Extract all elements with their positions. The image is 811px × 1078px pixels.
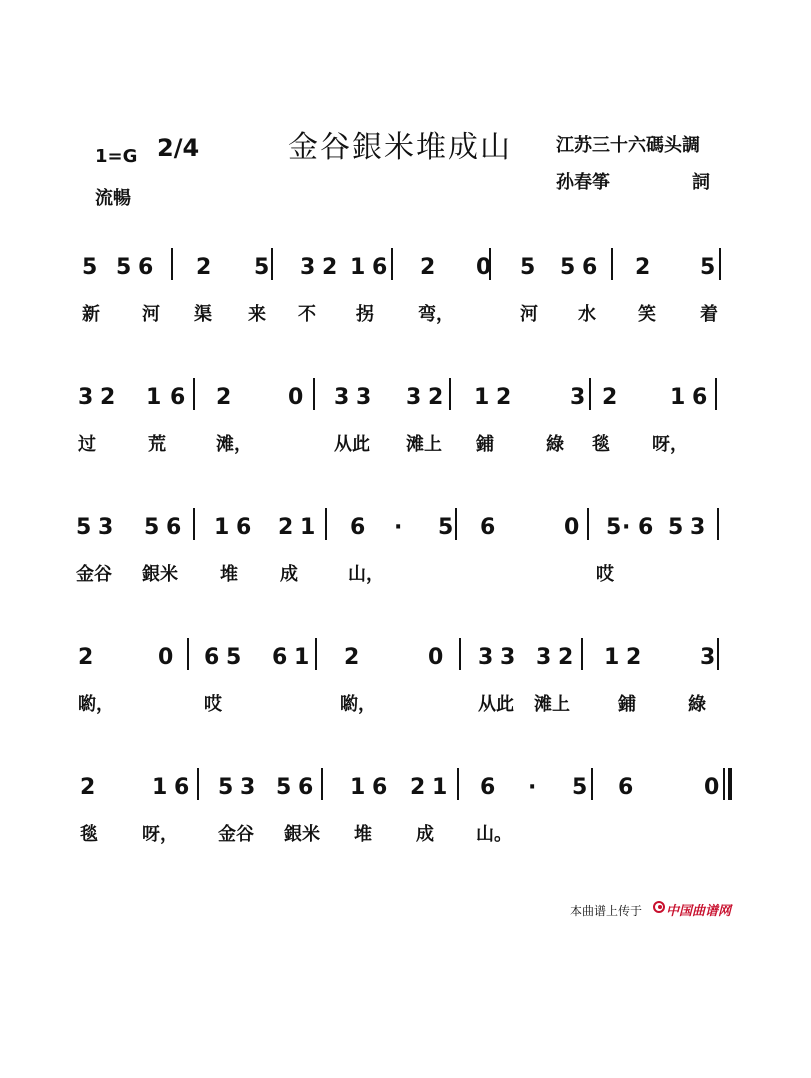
lyric: 荒 xyxy=(148,434,166,455)
lyric: 弯， xyxy=(418,304,454,325)
note: 5 xyxy=(520,255,536,280)
lyric: 渠 xyxy=(194,304,212,325)
note: 6 xyxy=(582,255,598,280)
lyric: 新 xyxy=(82,304,100,325)
note: 6 xyxy=(236,515,252,540)
tempo-marking: 流暢 xyxy=(95,188,131,209)
lyric: 过 xyxy=(78,434,96,455)
note: 0 xyxy=(704,775,720,800)
note: 5 xyxy=(668,515,684,540)
lyric: 金谷 xyxy=(76,564,112,585)
note: 0 xyxy=(564,515,580,540)
staff-system-3 xyxy=(72,500,744,630)
note: 3 xyxy=(478,645,494,670)
note: 5 xyxy=(226,645,242,670)
note: 1 xyxy=(432,775,448,800)
note: 6 xyxy=(272,645,288,670)
note: 2 xyxy=(420,255,436,280)
note: 5 xyxy=(82,255,98,280)
lyric: 金谷 xyxy=(218,824,254,845)
lyric: 綠 xyxy=(688,694,706,715)
note: 5 xyxy=(144,515,160,540)
note: 3 xyxy=(570,385,586,410)
note: 1 xyxy=(670,385,686,410)
lyric: 山。 xyxy=(476,824,512,845)
note: 6 xyxy=(298,775,314,800)
note: 3 xyxy=(356,385,372,410)
note: 5 xyxy=(276,775,292,800)
lyric: 毯 xyxy=(592,434,610,455)
lyric: 銀米 xyxy=(142,564,178,585)
note: · xyxy=(528,775,537,800)
note: 2 xyxy=(278,515,294,540)
note: 6 xyxy=(166,515,182,540)
lyric: 拐 xyxy=(356,304,374,325)
lyric: 来 xyxy=(248,304,266,325)
note: 5 xyxy=(560,255,576,280)
note: 6 xyxy=(480,515,496,540)
note: 2 xyxy=(80,775,96,800)
upload-note: 本曲谱上传于 xyxy=(570,904,643,918)
note: 5 xyxy=(438,515,454,540)
note: 2 xyxy=(100,385,116,410)
note: 3 xyxy=(690,515,706,540)
lyric: 从此 xyxy=(334,434,370,455)
note: 6 xyxy=(618,775,634,800)
note: 2 xyxy=(428,385,444,410)
note: 3 xyxy=(536,645,552,670)
note: 3 xyxy=(98,515,114,540)
note: 6 xyxy=(350,515,366,540)
note: 6 xyxy=(138,255,154,280)
staff-system-2 xyxy=(72,370,744,500)
lyric: 河 xyxy=(520,304,538,325)
note: 0 xyxy=(158,645,174,670)
lyric: 成 xyxy=(416,824,434,845)
lyric: 从此 xyxy=(478,694,514,715)
staff-system-5 xyxy=(72,760,744,890)
page-title: 金谷銀米堆成山 xyxy=(288,130,512,165)
lyric: 滩上 xyxy=(406,434,442,455)
note: 2 xyxy=(410,775,426,800)
note: 6 xyxy=(692,385,708,410)
lyric: 河 xyxy=(142,304,160,325)
lyric: 水 xyxy=(578,304,596,325)
note: 1 xyxy=(294,645,310,670)
lyric: 綠 xyxy=(546,434,564,455)
note: 1 xyxy=(350,775,366,800)
note: 6 xyxy=(372,775,388,800)
note: 3 xyxy=(700,645,716,670)
lyric: 喲， xyxy=(78,694,114,715)
note: 1 xyxy=(350,255,366,280)
note: 1 xyxy=(604,645,620,670)
note: 5 xyxy=(254,255,270,280)
note: 1 xyxy=(300,515,316,540)
key-signature: 1=G xyxy=(95,146,138,167)
staff-system-1 xyxy=(72,240,744,370)
lyric: 哎 xyxy=(596,564,614,585)
note: 6 xyxy=(480,775,496,800)
note: 2 xyxy=(602,385,618,410)
note: 5 xyxy=(218,775,234,800)
note: 3 xyxy=(334,385,350,410)
lyricist-label: 詞 xyxy=(692,172,710,193)
note: 5 xyxy=(572,775,588,800)
note: 1 xyxy=(152,775,168,800)
note: 1 xyxy=(474,385,490,410)
note: 6 xyxy=(204,645,220,670)
note: 1 xyxy=(146,385,162,410)
note: 2 xyxy=(558,645,574,670)
lyric: 喲， xyxy=(340,694,376,715)
note: 6 xyxy=(638,515,654,540)
site-logo[interactable]: 中国曲谱网 xyxy=(666,904,732,919)
note: 2 xyxy=(78,645,94,670)
note: 3 xyxy=(300,255,316,280)
site-logo-icon xyxy=(653,901,665,913)
lyricist-name: 孙春筝 xyxy=(556,172,610,193)
note: 6 xyxy=(174,775,190,800)
note: · xyxy=(622,515,631,540)
lyric: 笑 xyxy=(638,304,656,325)
time-signature: 2/4 xyxy=(157,134,200,162)
note: 2 xyxy=(626,645,642,670)
note: 3 xyxy=(78,385,94,410)
note: 1 xyxy=(214,515,230,540)
lyric: 呀， xyxy=(142,824,178,845)
note: 2 xyxy=(196,255,212,280)
lyric: 着 xyxy=(700,304,718,325)
note: 2 xyxy=(635,255,651,280)
note: 2 xyxy=(216,385,232,410)
source-credit: 江苏三十六碼头調 xyxy=(556,135,700,156)
note: 0 xyxy=(288,385,304,410)
note: 6 xyxy=(170,385,186,410)
note: 5 xyxy=(700,255,716,280)
lyric: 銀米 xyxy=(284,824,320,845)
lyric: 滩， xyxy=(216,434,252,455)
lyric: 滩上 xyxy=(534,694,570,715)
note: 5 xyxy=(606,515,622,540)
note: 3 xyxy=(240,775,256,800)
note: 0 xyxy=(476,255,492,280)
note: 5 xyxy=(76,515,92,540)
note: 3 xyxy=(406,385,422,410)
note: 3 xyxy=(500,645,516,670)
staff-system-4 xyxy=(72,630,744,760)
note: 2 xyxy=(496,385,512,410)
lyric: 毯 xyxy=(80,824,98,845)
note: 6 xyxy=(372,255,388,280)
lyric: 不 xyxy=(298,304,316,325)
note: 2 xyxy=(322,255,338,280)
lyric: 哎 xyxy=(204,694,222,715)
note: 5 xyxy=(116,255,132,280)
lyric: 鋪 xyxy=(618,694,636,715)
note: 2 xyxy=(344,645,360,670)
note: · xyxy=(394,515,403,540)
lyric: 堆 xyxy=(354,824,372,845)
lyric: 堆 xyxy=(220,564,238,585)
lyric: 成 xyxy=(280,564,298,585)
lyric: 鋪 xyxy=(476,434,494,455)
lyric: 呀， xyxy=(652,434,688,455)
lyric: 山， xyxy=(348,564,384,585)
note: 0 xyxy=(428,645,444,670)
